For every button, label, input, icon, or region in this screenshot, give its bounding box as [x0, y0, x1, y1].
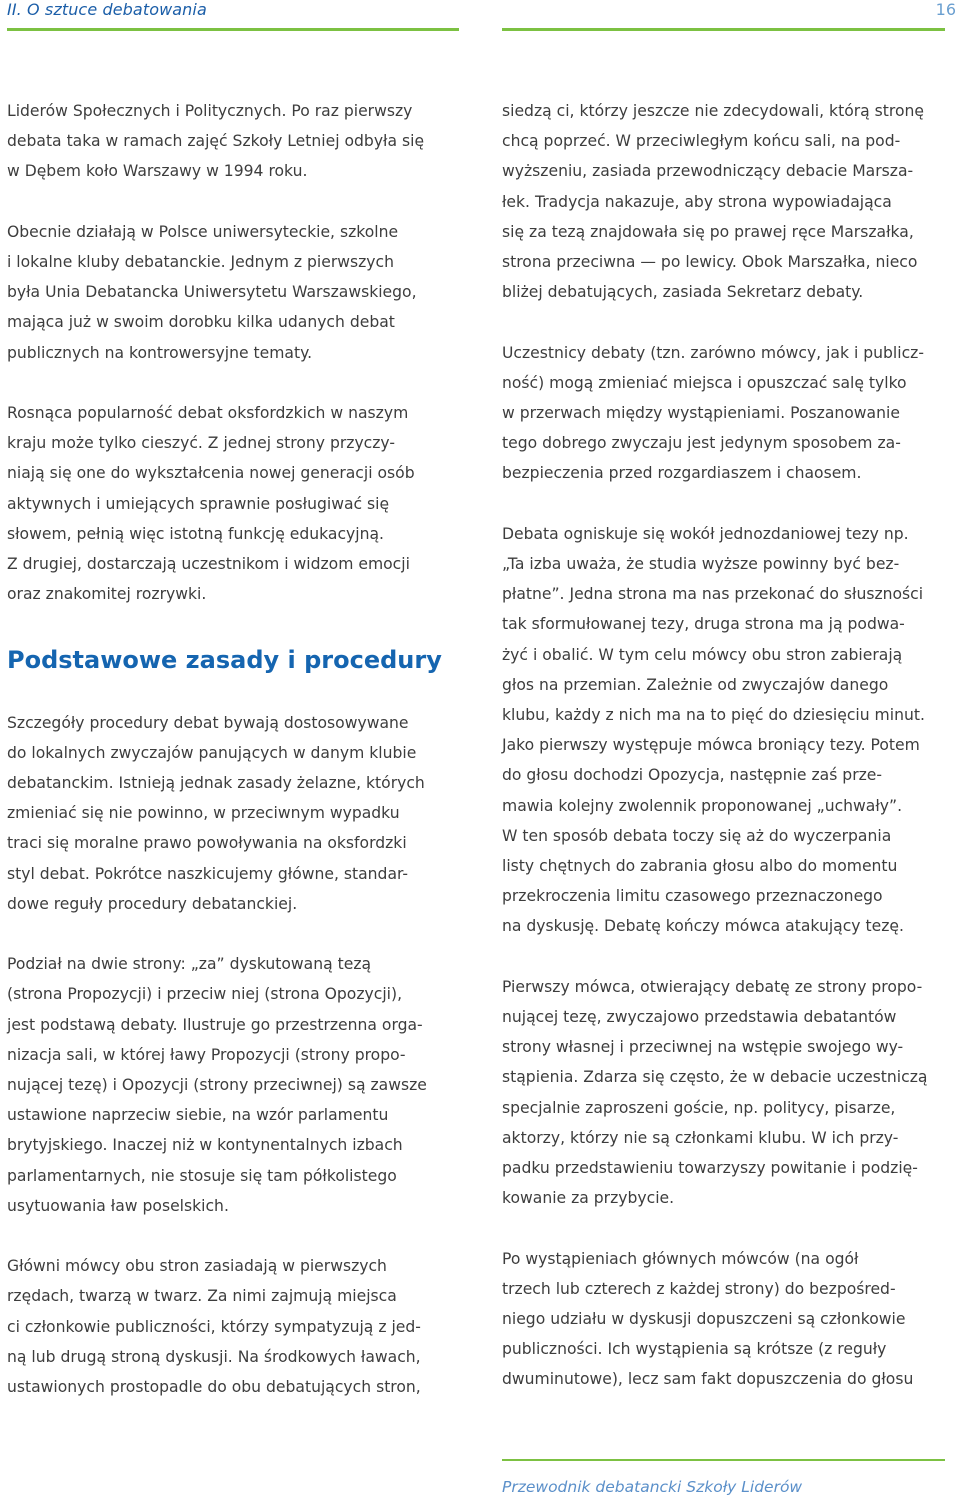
text-line: Debata ogniskuje się wokół jednozdaniowej tezy np.	[502, 524, 909, 543]
text-line: Uczestnicy debaty (tzn. zarówno mówcy, jak i publicz-	[502, 343, 924, 362]
text-line: płatne”. Jedna strona ma nas przekonać do słuszności	[502, 585, 924, 604]
text-line: strona przeciwna — po lewicy. Obok Marszałka, nieco	[502, 253, 918, 272]
text-line: mawia kolejny zwolennik proponowanej „uchwały”.	[502, 796, 903, 815]
text-line: w przerwach między wystąpieniami. Poszanowanie	[502, 404, 900, 423]
text-line: żyć i obalić. W tym celu mówcy obu stron zabierają	[502, 645, 903, 664]
text-line: przekroczenia limitu czasowego przeznaczonego	[502, 887, 883, 906]
text-line: nującej tezę, zwyczajowo przedstawia debatantów	[502, 1008, 897, 1027]
text-line: usytuowania ław poselskich.	[7, 1196, 229, 1215]
text-line: specjalnie zaproszeni goście, np. politycy, pisarze,	[502, 1098, 896, 1117]
text-line: ną lub drugą stroną dyskusji. Na środkowych ławach,	[7, 1347, 421, 1366]
text-line: nującej tezę) i Opozycji (strony przeciwnej) są zawsze	[7, 1076, 427, 1095]
text-line: tak sformułowanej tezy, druga strona ma ją podwa-	[502, 615, 905, 634]
header-rule-right	[502, 28, 945, 31]
text-line: mająca już w swoim dorobku kilka udanych debat	[7, 313, 395, 332]
text-line: debatanckim. Istnieją jednak zasady żelazne, których	[7, 774, 425, 793]
text-line: publicznych na kontrowersyjne tematy.	[7, 343, 313, 362]
text-line: do lokalnych zwyczajów panujących w danym klubie	[7, 743, 417, 762]
text-line: była Unia Debatancka Uniwersytetu Warszawskiego,	[7, 283, 417, 302]
text-line: „Ta izba uważa, że studia wyższe powinny być bez-	[502, 555, 900, 574]
right-column	[502, 96, 957, 1425]
text-line: dowe reguły procedury debatanckiej.	[7, 894, 298, 913]
paragraph	[7, 96, 462, 187]
text-line: listy chętnych do zabrania głosu albo do momentu	[502, 857, 898, 876]
text-line: w Dębem koło Warszawy w 1994 roku.	[7, 162, 308, 181]
paragraph	[7, 398, 462, 609]
text-line: tego dobrego zwyczaju jest jedynym sposobem za-	[502, 434, 901, 453]
text-line: kraju może tylko cieszyć. Z jednej strony przyczy-	[7, 434, 396, 453]
text-line: chcą poprzeć. W przeciwległym końcu sali, na pod-	[502, 132, 901, 151]
text-line: debata taka w ramach zajęć Szkoły Letniej odbyła się	[7, 132, 425, 151]
text-line: Główni mówcy obu stron zasiadają w pierwszych	[7, 1257, 387, 1276]
text-line: do głosu dochodzi Opozycja, następnie zaś prze-	[502, 766, 883, 785]
header-rule-left	[7, 28, 459, 31]
paragraph	[502, 519, 957, 942]
text-line: W ten sposób debata toczy się aż do wyczerpania	[502, 826, 892, 845]
text-line: ność) mogą zmieniać miejsca i opuszczać salę tylko	[502, 373, 907, 392]
text-line: niego udziału w dyskusji dopuszczeni są członkowie	[502, 1310, 906, 1329]
text-line: aktorzy, którzy nie są członkami klubu. W ich przy-	[502, 1128, 899, 1147]
footer-rule	[502, 1459, 945, 1461]
text-line: padku przedstawieniu towarzyszy powitanie i podzię-	[502, 1159, 918, 1178]
text-line: traci się moralne prawo powoływania na oksfordzki	[7, 834, 407, 853]
text-line: kowanie za przybycie.	[502, 1189, 675, 1208]
text-line: strony własnej i przeciwnej na wstępie swojego wy-	[502, 1038, 904, 1057]
paragraph	[502, 338, 957, 489]
paragraph	[7, 708, 462, 919]
text-line: rzędach, twarzą w twarz. Za nimi zajmują miejsca	[7, 1287, 397, 1306]
text-line: parlamentarnych, nie stosuje się tam półkolistego	[7, 1166, 397, 1185]
text-line: Z drugiej, dostarczają uczestnikom i widzom emocji	[7, 555, 410, 574]
text-line: ustawione naprzeciw siebie, na wzór parlamentu	[7, 1106, 389, 1125]
text-line: (strona Propozycji) i przeciw niej (strona Opozycji),	[7, 985, 403, 1004]
text-line: oraz znakomitej rozrywki.	[7, 585, 207, 604]
text-line: i lokalne kluby debatanckie. Jednym z pierwszych	[7, 253, 394, 271]
text-line: ci członkowie publiczności, którzy sympatyzują z jed-	[7, 1317, 421, 1336]
section-heading: Podstawowe zasady i procedury	[7, 645, 442, 674]
running-header-title: II. O sztuce debatowania	[7, 0, 207, 19]
text-line: Jako pierwszy występuje mówca broniący tezy. Potem	[502, 736, 920, 755]
text-line: jest podstawą debaty. Ilustruje go przestrzenna orga-	[7, 1015, 423, 1034]
left-column	[7, 96, 462, 1432]
paragraph	[7, 217, 462, 368]
footer-publication-title: Przewodnik debatancki Szkoły Liderów	[502, 1478, 803, 1496]
paragraph	[7, 1251, 462, 1402]
text-line: bezpieczenia przed rozgardiaszem i chaosem.	[502, 464, 862, 483]
text-line: na dyskusję. Debatę kończy mówca atakujący tezę.	[502, 917, 904, 936]
text-line: Rosnąca popularność debat oksfordzkich w naszym	[7, 404, 409, 422]
text-line: publiczności. Ich wystąpienia są krótsze (z reguły	[502, 1340, 887, 1359]
text-line: łek. Tradycja nakazuje, aby strona wypowiadająca	[502, 192, 892, 211]
text-line: nizacja sali, w której ławy Propozycji (strony propo-	[7, 1045, 406, 1064]
text-line: stąpienia. Zdarza się często, że w debacie uczestniczą	[502, 1068, 928, 1087]
text-line: Liderów Społecznych i Politycznych. Po raz pierwszy	[7, 102, 413, 120]
text-line: wyższeniu, zasiada przewodniczący debacie Marsza-	[502, 162, 914, 181]
text-line: Po wystąpieniach głównych mówców (na ogół	[502, 1249, 859, 1268]
text-line: głos na przemian. Zależnie od zwyczajów danego	[502, 675, 889, 694]
text-line: ustawionych prostopadle do obu debatujących stron,	[7, 1378, 421, 1397]
text-line: dwuminutowe), lecz sam fakt dopuszczenia do głosu	[502, 1370, 914, 1389]
text-line: Podział na dwie strony: „za” dyskutowaną tezą	[7, 955, 372, 974]
text-line: siedzą ci, którzy jeszcze nie zdecydowali, którą stronę	[502, 102, 924, 120]
page-number: 16	[935, 0, 956, 19]
text-line: słowem, pełnią więc istotną funkcję edukacyjną.	[7, 524, 384, 543]
text-line: zmieniać się nie powinno, w przeciwnym wypadku	[7, 804, 400, 823]
text-line: klubu, każdy z nich ma na to pięć do dziesięciu minut.	[502, 706, 925, 725]
text-line: bliżej debatujących, zasiada Sekretarz debaty.	[502, 283, 864, 302]
paragraph	[502, 972, 957, 1214]
paragraph	[502, 96, 957, 307]
paragraph	[502, 1244, 957, 1395]
text-line: aktywnych i umiejących sprawnie posługiwać się	[7, 494, 390, 513]
text-line: brytyjskiego. Inaczej niż w kontynentalnych izbach	[7, 1136, 403, 1155]
text-line: trzech lub czterech z każdej strony) do bezpośred-	[502, 1279, 896, 1298]
text-line: się za tezą znajdowała się po prawej ręce Marszałka,	[502, 222, 914, 241]
text-line: styl debat. Pokrótce naszkicujemy główne, standar-	[7, 864, 409, 883]
text-line: niają się one do wykształcenia nowej generacji osób	[7, 464, 415, 483]
text-line: Pierwszy mówca, otwierający debatę ze strony propo-	[502, 977, 923, 996]
paragraph	[7, 949, 462, 1221]
text-line: Obecnie działają w Polsce uniwersyteckie, szkolne	[7, 222, 399, 241]
text-line: Szczegóły procedury debat bywają dostosowywane	[7, 713, 409, 732]
